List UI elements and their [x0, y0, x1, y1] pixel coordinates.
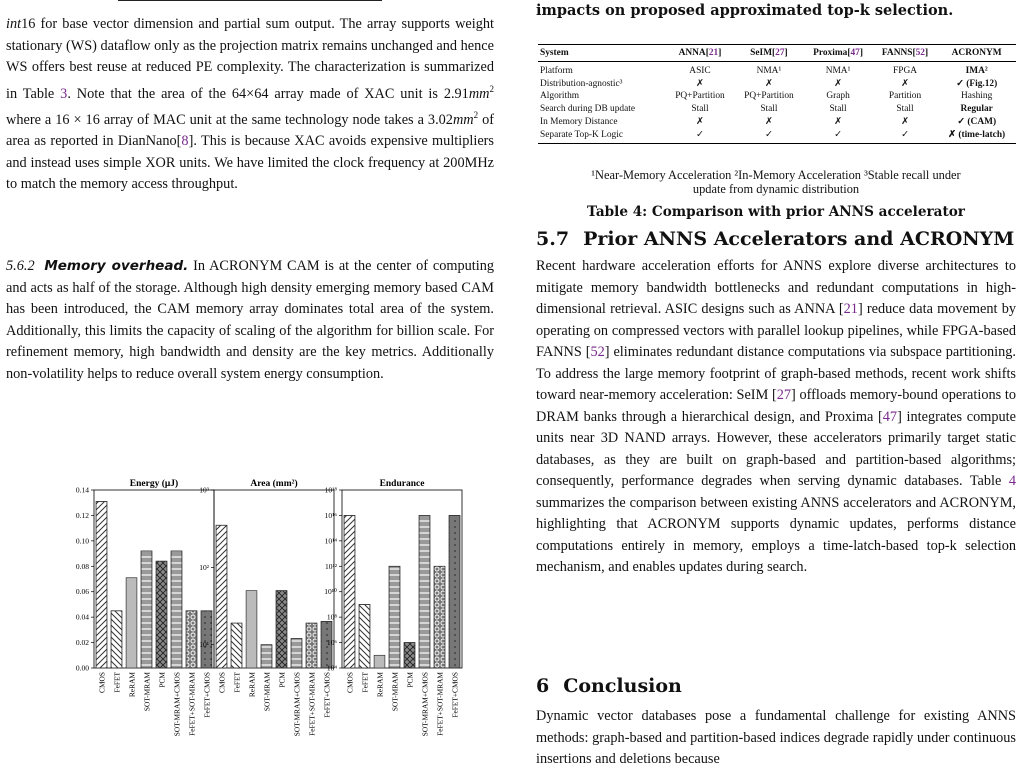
table-cell: ✗ [765, 116, 773, 127]
citation[interactable]: 21 [843, 301, 858, 317]
x-tick-label: SOT-MRAM [262, 672, 272, 712]
bar [96, 501, 107, 668]
bar [449, 515, 460, 668]
table-cell: NMA¹ [756, 66, 782, 76]
y-tick-label: 10⁸ [326, 612, 337, 622]
x-tick-label: FeFET+CMOS [322, 672, 332, 718]
y-tick-label: 10¹² [325, 561, 337, 571]
x-tick-label: ReRAM [375, 672, 385, 698]
y-tick-label: 10⁴ [326, 663, 337, 673]
table-cell: ✓ [873, 129, 938, 144]
bar [419, 515, 430, 668]
paragraph-conclusion: Dynamic vector databases pose a fundamental challenge for existing ANNS methods: graph-based and partition-based indices degrade rapidly under continuous insertions and deletions because [536, 708, 1016, 767]
table-ref-4[interactable]: 4 [1008, 473, 1016, 489]
x-tick-label: FeFET+SOT-MRAM [307, 672, 317, 736]
table-row [538, 90, 1016, 103]
x-tick-label: FeFET+CMOS [202, 672, 212, 718]
footnote-line-1: ¹Near-Memory Acceleration ²In-Memory Acceleration ³Stable recall under [591, 168, 961, 182]
y-tick-label: 10¹⁸ [324, 485, 337, 495]
table-cell: NMA¹ [825, 66, 851, 76]
p1-text-c: . Note that the area of the 64×64 array made of XAC unit is 2.91 [67, 85, 469, 102]
x-tick-label: FeFET+SOT-MRAM [187, 672, 197, 736]
chart-title: Energy (μJ) [129, 479, 179, 489]
x-tick-label: FeFET [360, 672, 370, 693]
subsection-number: 5.6.2 [6, 258, 35, 274]
header-anna: ANNA[21] [666, 45, 735, 62]
table-row [538, 103, 1016, 116]
x-tick-label: FeFET+SOT-MRAM [435, 672, 445, 736]
bar [291, 639, 302, 668]
p1-text-f: ]. This is because XAC avoids expensive multipliers and instead uses simple XOR units. We have limited the clock frequency at 200MHz to match the memory access throughput. [6, 133, 494, 193]
table-row [538, 78, 1016, 91]
header-proxima: Proxima[47] [803, 45, 872, 62]
paragraph-prior-anns: Recent hardware acceleration efforts for ANNS explore diverse architectures to mitigate memory bandwidth bottlenecks and redundant computations in high-dimensional retrieval. ASIC designs such as ANNA [21] reduce data movement by operating on compressed vectors with parallel lookup pipelines, while FPGA-based FANNS [52] eliminates redundant distance computations via subspace partitioning. To address the large memory footprint of graph-based methods, recent work shifts toward near-memory acceleration: SeIM [27] offloads memory-bound operations to DRAM banks through a hierarchical design, and Proxima [47] integrates compute units near 3D NAND arrays. However, these accelerators primarily target static databases, as they are built on graph-based and partition-based algorithms; consequently, performance degrades when serving dynamic databases. Table 4 summarizes the comparison between existing ANNS accelerators and ACRONYM, highlighting that ACRONYM supports dynamic updates, performs distance computations entirely in memory, employs a time-latch-based top-k selection mechanism, and enables updates during search. [536, 258, 1016, 575]
subsection-title: Memory overhead. [44, 258, 189, 274]
bar [359, 604, 370, 668]
citation[interactable]: 27 [776, 387, 792, 403]
table-cell: Algorithm [540, 91, 580, 102]
x-tick-label: CMOS [97, 672, 107, 693]
x-tick-label: SOT-MRAM [390, 672, 400, 712]
table-cell: ✗ (time-latch) [937, 129, 1016, 144]
section-title: Prior ANNS Accelerators and ACRONYM [583, 228, 1015, 250]
header-fanns: FANNS[52] [873, 45, 938, 62]
y-tick-label: 0.04 [75, 612, 89, 622]
y-tick-label: 0.08 [75, 561, 89, 571]
y-tick-label: 10³ [199, 485, 209, 495]
section-number: 5.7 [536, 228, 570, 250]
table-cell: Stall [691, 104, 709, 115]
bar [389, 566, 400, 668]
table-cell: Partition [888, 91, 922, 102]
table-cell: ASIC [689, 66, 711, 76]
x-tick-label: CMOS [217, 672, 227, 693]
table-cell: FPGA [893, 66, 917, 76]
table-cell: PQ+Partition [675, 91, 725, 102]
table-cell: Hashing [961, 91, 993, 102]
y-tick-label: 0.06 [75, 587, 89, 597]
bar [126, 578, 137, 668]
x-tick-label: PCM [277, 672, 287, 688]
comparison-table [538, 44, 1016, 144]
citation-8[interactable]: 8 [181, 133, 189, 150]
bar [404, 643, 415, 668]
bar [434, 566, 445, 668]
x-tick-label: FeFET [112, 672, 122, 693]
y-tick-label: 10¹⁶ [324, 510, 337, 520]
chart-title: Endurance [379, 479, 425, 489]
figure-memory-comparison [6, 470, 494, 762]
endurance-chart [302, 470, 462, 762]
table-bottom-rule [118, 0, 382, 1]
citation[interactable]: 52 [590, 344, 605, 360]
y-tick-label: 10¹⁴ [324, 536, 337, 546]
table-cell: Distribution-agnostic³ [540, 78, 623, 89]
bar [111, 611, 122, 668]
table-header-row [538, 45, 1016, 62]
section-6-heading [536, 675, 682, 697]
x-tick-label: CMOS [345, 672, 355, 693]
y-tick-label: 10² [199, 562, 209, 572]
table-row [538, 129, 1016, 144]
table-cell: ✗ [696, 78, 704, 89]
table-cell: ✗ [834, 78, 842, 89]
paragraph-xac-array: int16 for base vector dimension and partial sum output. The array supports weight stationary (WS) dataflow only as the projection matrix remains unchanged and hence WS offers best reuse at reduced PE complexity. The characterization is summarized in Table 3. Note that the area of the 64×64 array made of XAC unit is $2.91mm^2$ where a 16 × 16 array of MAC unit at the same technology node takes a $3.02mm^2$ of area as reported in DianNano[8]. This is because XAC avoids expensive multipliers and instead uses simple XOR units. We have limited the clock frequency at 200MHz to match the memory access throughput. [6, 16, 495, 193]
bar [231, 623, 242, 668]
y-tick-label: 0.10 [75, 536, 89, 546]
table-cell: Separate Top-K Logic [538, 129, 666, 144]
section-number: 6 [536, 675, 550, 697]
memory-overhead-text: In ACRONYM CAM is at the center of computing and acts as half of the storage. Although high density emerging memory based CAM has been introduced, the CAM memory array dominates total area of the system. Additionally, this limits the capacity of scaling of the algorithm for billion scale. For refinement memory, high bandwidth and density are the key metrics. Additionally non-volatility helps to reduce overall system energy consumption. [6, 258, 495, 382]
table-cell: Stall [896, 104, 914, 115]
p1-text-d: where a 16 × 16 array of MAC unit at the same technology node takes a 3.02 [6, 111, 453, 128]
x-tick-label: FeFET+CMOS [450, 672, 460, 718]
table-cell: ✓ [666, 129, 735, 144]
paragraph-memory-overhead [6, 256, 494, 385]
bar [141, 551, 152, 668]
table-cell: ✗ [765, 78, 773, 89]
table-cell: ✓ (CAM) [957, 116, 997, 127]
table-3-caption-tail: impacts on proposed approximated top-k selection. [536, 2, 954, 19]
table-cell: ✗ [696, 116, 704, 127]
bar [344, 515, 355, 668]
bar [276, 591, 287, 668]
chart-title: Area (mm²) [250, 479, 298, 489]
table-cell: Platform [540, 66, 573, 76]
header-system: System [538, 45, 666, 62]
table-cell: ✓ (Fig.12) [956, 78, 998, 89]
table-cell: ✗ [834, 116, 842, 127]
bar [374, 655, 385, 668]
table-cell: IMA² [965, 66, 988, 76]
y-tick-label: 10¹ [199, 640, 209, 650]
table-cell: ✓ [803, 129, 872, 144]
y-tick-label: 10¹⁰ [324, 587, 337, 597]
unit-mm: mm [468, 85, 490, 102]
table-4-caption: Table 4: Comparison with prior ANNS accelerator [587, 204, 965, 220]
bar [216, 525, 227, 668]
bar [261, 645, 272, 668]
bar [156, 561, 167, 668]
p1-text-e: of area as reported in DianNano[ [6, 111, 495, 150]
y-tick-label: 0.14 [75, 485, 89, 495]
table-cell: PQ+Partition [744, 91, 794, 102]
table-ref-3[interactable]: 3 [60, 85, 68, 102]
x-tick-label: PCM [405, 672, 415, 688]
header-seim: SeIM[27] [734, 45, 803, 62]
section-5-7-heading [536, 228, 1014, 250]
footnote-line-2: update from dynamic distribution [692, 182, 860, 196]
x-tick-label: FeFET [232, 672, 242, 693]
table-cell: In Memory Distance [540, 116, 618, 127]
header-acronym: ACRONYM [937, 45, 1016, 62]
x-tick-label: SOT-MRAM [142, 672, 152, 712]
table-body [538, 62, 1016, 144]
unit-mm: mm [452, 111, 474, 128]
p1-text-b: 16 for base vector dimension and partial sum output. The array supports weight stationary (WS) dataflow only as the projection matrix remains unchanged and hence WS offers best reuse at reduced PE complexity. The characterization is summarized in Table [6, 16, 494, 102]
x-tick-label: ReRAM [247, 672, 257, 698]
x-tick-label: SOT-MRAM+CMOS [292, 672, 302, 737]
section-title: Conclusion [563, 675, 682, 697]
x-tick-label: PCM [157, 672, 167, 688]
y-tick-label: 0.12 [75, 510, 89, 520]
x-tick-label: ReRAM [127, 672, 137, 698]
table-cell: Stall [829, 104, 847, 115]
table-footnotes [536, 168, 1016, 196]
y-tick-label: 0.00 [75, 663, 89, 673]
x-tick-label: SOT-MRAM+CMOS [172, 672, 182, 737]
table-cell: Graph [826, 91, 850, 102]
y-tick-label: 0.02 [75, 638, 89, 648]
table-cell: Search during DB update [540, 104, 636, 115]
table-cell: ✗ [901, 116, 909, 127]
table-row [538, 62, 1016, 78]
table-row [538, 116, 1016, 129]
citation[interactable]: 47 [882, 408, 898, 425]
table-cell: Regular [960, 104, 993, 115]
table-cell: ✓ [734, 129, 803, 144]
bar [246, 591, 257, 668]
x-tick-label: SOT-MRAM+CMOS [420, 672, 430, 737]
table-cell: ✗ [901, 78, 909, 89]
table-cell: Stall [760, 104, 778, 115]
y-tick-label: 10⁶ [326, 638, 337, 648]
int-label: int [6, 16, 22, 32]
